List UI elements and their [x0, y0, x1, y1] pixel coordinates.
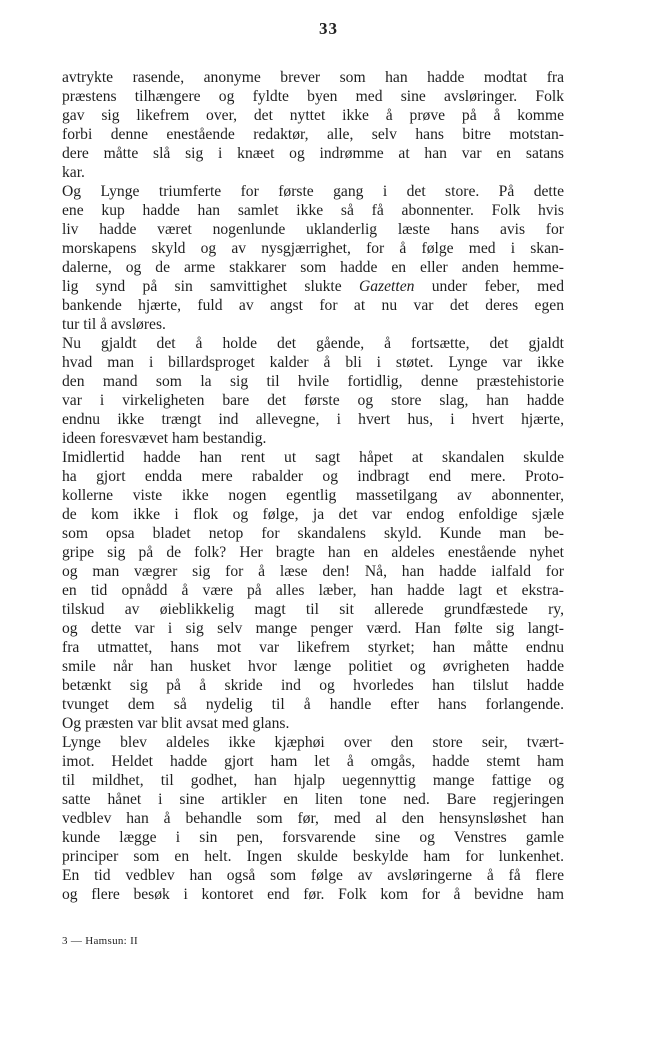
text-line-content: imot. Heldet hadde gjort ham let å omgås, hadde stemt ham	[62, 753, 564, 770]
text-line	[62, 600, 564, 619]
text-line	[62, 448, 564, 467]
text-line-content: til mildhet, til godhet, han hjalp uegennyttig mange fattige og	[62, 772, 564, 789]
text-line	[62, 68, 564, 87]
text-line	[62, 638, 564, 657]
text-line	[62, 771, 564, 790]
text-line-content: ene kup hadde han samlet ikke så få abonnenter. Folk hvis	[62, 202, 564, 219]
text-line	[62, 581, 564, 600]
text-line	[62, 258, 564, 277]
text-line	[62, 676, 564, 695]
text-line-content: Imidlertid hadde han rent ut sagt håpet at skandalen skulde	[62, 449, 564, 466]
text-line-content: gripe sig på de folk? Her bragte han en aldeles enestående nyhet	[62, 544, 564, 561]
text-line	[62, 220, 564, 239]
text-line-content: Lynge blev aldeles ikke kjæphøi over den store seir, tvært-	[62, 734, 564, 751]
text-line	[62, 334, 564, 353]
text-line-content: smile når han husket hvor længe politiet og øvrigheten hadde	[62, 658, 564, 675]
text-line-content: som opsa bladet netop for skandalens skyld. Kunde man be-	[62, 525, 564, 542]
text-line-content: var i virkeligheten bare det første og store slag, han hadde	[62, 392, 564, 409]
text-line-content: kar.	[62, 164, 85, 181]
text-line-content: hvad man i billardsproget kalder å bli i støtet. Lynge var ikke	[62, 354, 564, 371]
text-line-content: en tid opnådd å være på alles læber, han hadde lagt et ekstra-	[62, 582, 564, 599]
text-line	[62, 828, 564, 847]
text-line	[62, 809, 564, 828]
text-line	[62, 695, 564, 714]
text-line	[62, 752, 564, 771]
text-line-content: endnu ikke trængt ind allevegne, i hvert hus, i hvert hjærte,	[62, 411, 564, 428]
text-line-content: den mand som la sig til hvile fortidlig, denne præstehistorie	[62, 373, 564, 390]
text-line	[62, 315, 564, 334]
text-line-content: ha gjort endda mere rabalder og indbragt end mere. Proto-	[62, 468, 564, 485]
text-line	[62, 144, 564, 163]
text-line-content: fra utmattet, hans mot var likefrem styrket; han måtte endnu	[62, 639, 564, 656]
text-line-content: dalerne, og de arme stakkarer som hadde en eller anden hemme-	[62, 259, 564, 276]
text-line-content: ideen foresvævet ham bestandig.	[62, 430, 267, 447]
footer-signature: 3 — Hamsun: II	[62, 935, 138, 947]
text-line	[62, 847, 564, 866]
text-line-content: dere måtte slå sig i knæet og indrømme at han var en satans	[62, 145, 564, 162]
text-line	[62, 866, 564, 885]
text-line-content: de kom ikke i flok og følge, ja det var endog enfoldige sjæle	[62, 506, 564, 523]
text-line	[62, 543, 564, 562]
text-line	[62, 505, 564, 524]
text-line-content: En tid vedblev han også som følge av avsløringerne å få flere	[62, 867, 564, 884]
text-line-content: principer som en helt. Ingen skulde beskylde ham for lunkenhet.	[62, 848, 564, 865]
text-line	[62, 87, 564, 106]
body-text	[62, 68, 564, 904]
text-line	[62, 182, 564, 201]
text-line	[62, 106, 564, 125]
text-line	[62, 733, 564, 752]
text-line-content: og dette var i sig selv mange penger værd. Han følte sig langt-	[62, 620, 564, 637]
text-line	[62, 790, 564, 809]
italic-title: Gazetten	[359, 278, 415, 295]
text-line-content: gav sig likefrem over, det nyttet ikke å prøve på å komme	[62, 107, 564, 124]
text-line	[62, 296, 564, 315]
text-line-content: kunde lægge i sin pen, forsvarende sine og Venstres gamle	[62, 829, 564, 846]
text-line	[62, 486, 564, 505]
text-line	[62, 467, 564, 486]
text-line-content: Nu gjaldt det å holde det gående, å fortsætte, det gjaldt	[62, 335, 564, 352]
text-line	[62, 562, 564, 581]
text-line	[62, 277, 564, 296]
text-line-content: liv hadde været nogenlunde uklanderlig læste hans avis for	[62, 221, 564, 238]
text-line	[62, 239, 564, 258]
text-line-content: lig synd på sin samvittighet slukte	[62, 278, 359, 295]
text-line	[62, 125, 564, 144]
text-line	[62, 410, 564, 429]
text-line-content: satte hånet i sine artikler en liten tone ned. Bare regjeringen	[62, 791, 564, 808]
text-line	[62, 201, 564, 220]
text-line-content: og man vægrer sig for å læse den! Nå, han hadde ialfald for	[62, 563, 564, 580]
text-line	[62, 524, 564, 543]
text-line	[62, 657, 564, 676]
text-line	[62, 619, 564, 638]
text-line-content: betænkt sig på å skride ind og hvorledes han tilslut hadde	[62, 677, 564, 694]
text-line-continuation: under feber, med	[414, 278, 564, 295]
text-line	[62, 353, 564, 372]
text-line	[62, 885, 564, 904]
text-line-content: præstens tilhængere og fyldte byen med sine avsløringer. Folk	[62, 88, 564, 105]
text-line-content: kollerne viste ikke nogen egentlig massetilgang av abonnenter,	[62, 487, 564, 504]
text-line-content: tilskud av øieblikkelig magt til sit allerede grundfæstede ry,	[62, 601, 564, 618]
page-number: 33	[319, 19, 338, 38]
text-line-content: og flere besøk i kontoret end før. Folk kom for å bevidne ham	[62, 886, 564, 903]
text-line	[62, 714, 564, 733]
text-line-content: morskapens skyld og av nysgjærrighet, for å følge med i skan-	[62, 240, 564, 257]
text-line	[62, 391, 564, 410]
text-line-content: vedblev han å behandle som før, med al den hensynsløshet han	[62, 810, 564, 827]
text-line	[62, 163, 564, 182]
text-line-content: Og præsten var blit avsat med glans.	[62, 715, 290, 732]
text-line	[62, 372, 564, 391]
text-line-content: Og Lynge triumferte for første gang i det store. På dette	[62, 183, 564, 200]
text-line-content: bankende hjærte, fuld av angst for at nu var det deres egen	[62, 297, 564, 314]
text-line-content: avtrykte rasende, anonyme brever som han hadde modtat fra	[62, 69, 564, 86]
text-line	[62, 429, 564, 448]
text-line-content: tur til å avsløres.	[62, 316, 166, 333]
text-line-content: tvunget dem så nydelig til å handle efter hans forlangende.	[62, 696, 564, 713]
text-line-content: forbi denne enestående redaktør, alle, selv hans bitre motstan-	[62, 126, 564, 143]
